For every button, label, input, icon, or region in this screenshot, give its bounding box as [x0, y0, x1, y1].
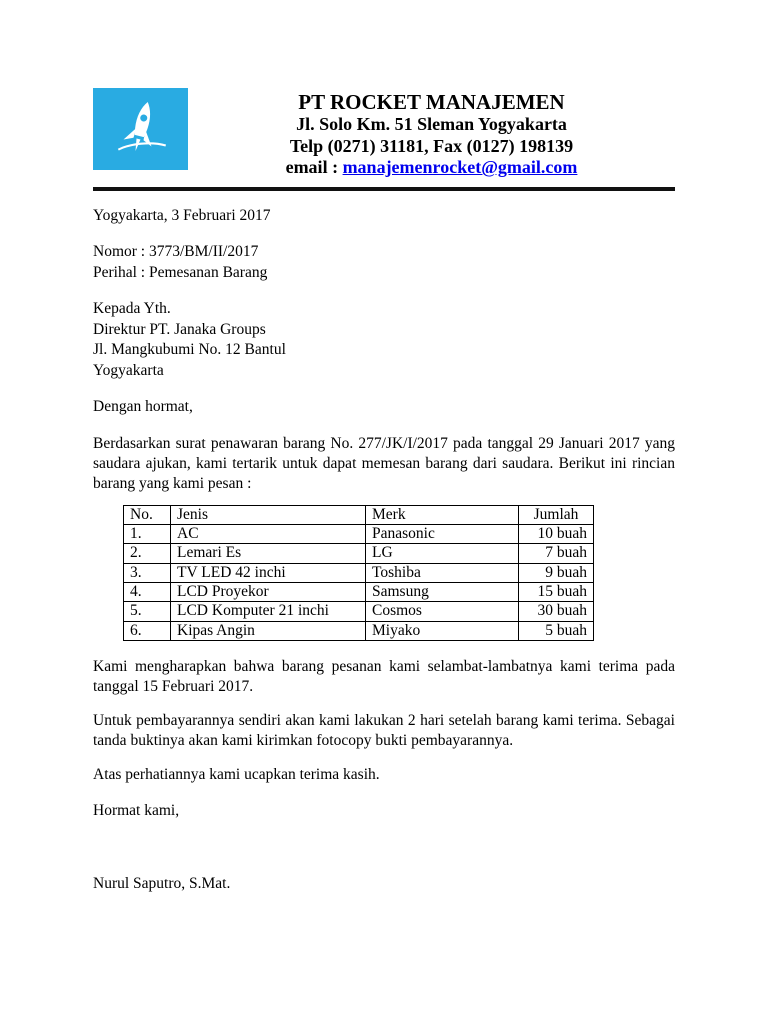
letter-number: Nomor : 3773/BM/II/2017 — [93, 243, 259, 261]
cell-merk: Miyako — [366, 621, 519, 640]
cell-jumlah: 30 buah — [519, 602, 594, 621]
header-jenis: Jenis — [171, 505, 366, 524]
salutation: Dengan hormat, — [93, 398, 193, 416]
recipient-line: Yogyakarta — [93, 361, 164, 379]
letter-subject: Perihal : Pemesanan Barang — [93, 263, 268, 281]
cell-no: 6. — [124, 621, 171, 640]
letter-meta — [93, 242, 675, 283]
cell-no: 4. — [124, 583, 171, 602]
payment-paragraph: Untuk pembayarannya sendiri akan kami lakukan 2 hari setelah barang kami terima. Sebagai tanda buktinya akan kami kirimkan fotocopy bukti pembayarannya. — [93, 711, 675, 750]
intro-paragraph: Berdasarkan surat penawaran barang No. 277/JK/I/2017 pada tanggal 29 Januari 2017 yang saudara ajukan, kami tertarik untuk dapat memesan barang dari saudara. Berikut ini rincian barang yang kami pesan : — [93, 434, 675, 493]
signature-name: Nurul Saputro, S.Mat. — [93, 874, 231, 892]
recipient-line: Direktur PT. Janaka Groups — [93, 320, 266, 338]
company-phone: Telp (0271) 31181, Fax (0127) 198139 — [289, 135, 574, 156]
table-row — [124, 602, 594, 621]
company-address: Jl. Solo Km. 51 Sleman Yogyakarta — [296, 114, 567, 135]
cell-no: 2. — [124, 544, 171, 563]
email-link[interactable]: manajemenrocket@gmail.com — [342, 157, 578, 178]
cell-jumlah: 9 buah — [519, 563, 594, 582]
table-row — [124, 621, 594, 640]
cell-merk: Cosmos — [366, 602, 519, 621]
letter-body — [93, 206, 675, 894]
cell-jenis: Lemari Es — [171, 544, 366, 563]
cell-merk: Samsung — [366, 583, 519, 602]
cell-merk: Toshiba — [366, 563, 519, 582]
table-row — [124, 525, 594, 544]
cell-merk: LG — [366, 544, 519, 563]
header-no: No. — [124, 505, 171, 524]
cell-jumlah: 10 buah — [519, 525, 594, 544]
table-row — [124, 583, 594, 602]
cell-no: 3. — [124, 563, 171, 582]
delivery-paragraph: Kami mengharapkan bahwa barang pesanan kami selambat-lambatnya kami terima pada tanggal 15 Februari 2017. — [93, 657, 675, 696]
cell-jumlah: 5 buah — [519, 621, 594, 640]
cell-jenis: TV LED 42 inchi — [171, 563, 366, 582]
table-header-row — [124, 505, 594, 524]
cell-no: 5. — [124, 602, 171, 621]
company-email-line — [188, 157, 675, 179]
date-line: Yogyakarta, 3 Februari 2017 — [93, 206, 271, 224]
recipient-line: Jl. Mangkubumi No. 12 Bantul — [93, 341, 286, 359]
cell-jenis: LCD Proyekor — [171, 583, 366, 602]
cell-jenis: LCD Komputer 21 inchi — [171, 602, 366, 621]
header-jumlah: Jumlah — [519, 505, 594, 524]
table-row — [124, 563, 594, 582]
cell-no: 1. — [124, 525, 171, 544]
email-label: email : — [285, 157, 343, 178]
cell-merk: Panasonic — [366, 525, 519, 544]
cell-jenis: Kipas Angin — [171, 621, 366, 640]
signature-space — [93, 822, 675, 874]
company-name: PT ROCKET MANAJEMEN — [298, 90, 565, 114]
header-merk: Merk — [366, 505, 519, 524]
recipient-line: Kepada Yth. — [93, 300, 171, 318]
signature-closing: Hormat kami, — [93, 802, 180, 820]
table-row — [124, 544, 594, 563]
recipient-block — [93, 299, 675, 381]
rocket-icon — [105, 96, 177, 162]
order-table — [123, 505, 594, 641]
cell-jumlah: 7 buah — [519, 544, 594, 563]
cell-jenis: AC — [171, 525, 366, 544]
letterhead-text — [188, 88, 675, 179]
company-logo — [93, 88, 188, 170]
cell-jumlah: 15 buah — [519, 583, 594, 602]
closing-paragraph: Atas perhatiannya kami ucapkan terima kasih. — [93, 765, 380, 783]
letterhead — [93, 88, 675, 191]
